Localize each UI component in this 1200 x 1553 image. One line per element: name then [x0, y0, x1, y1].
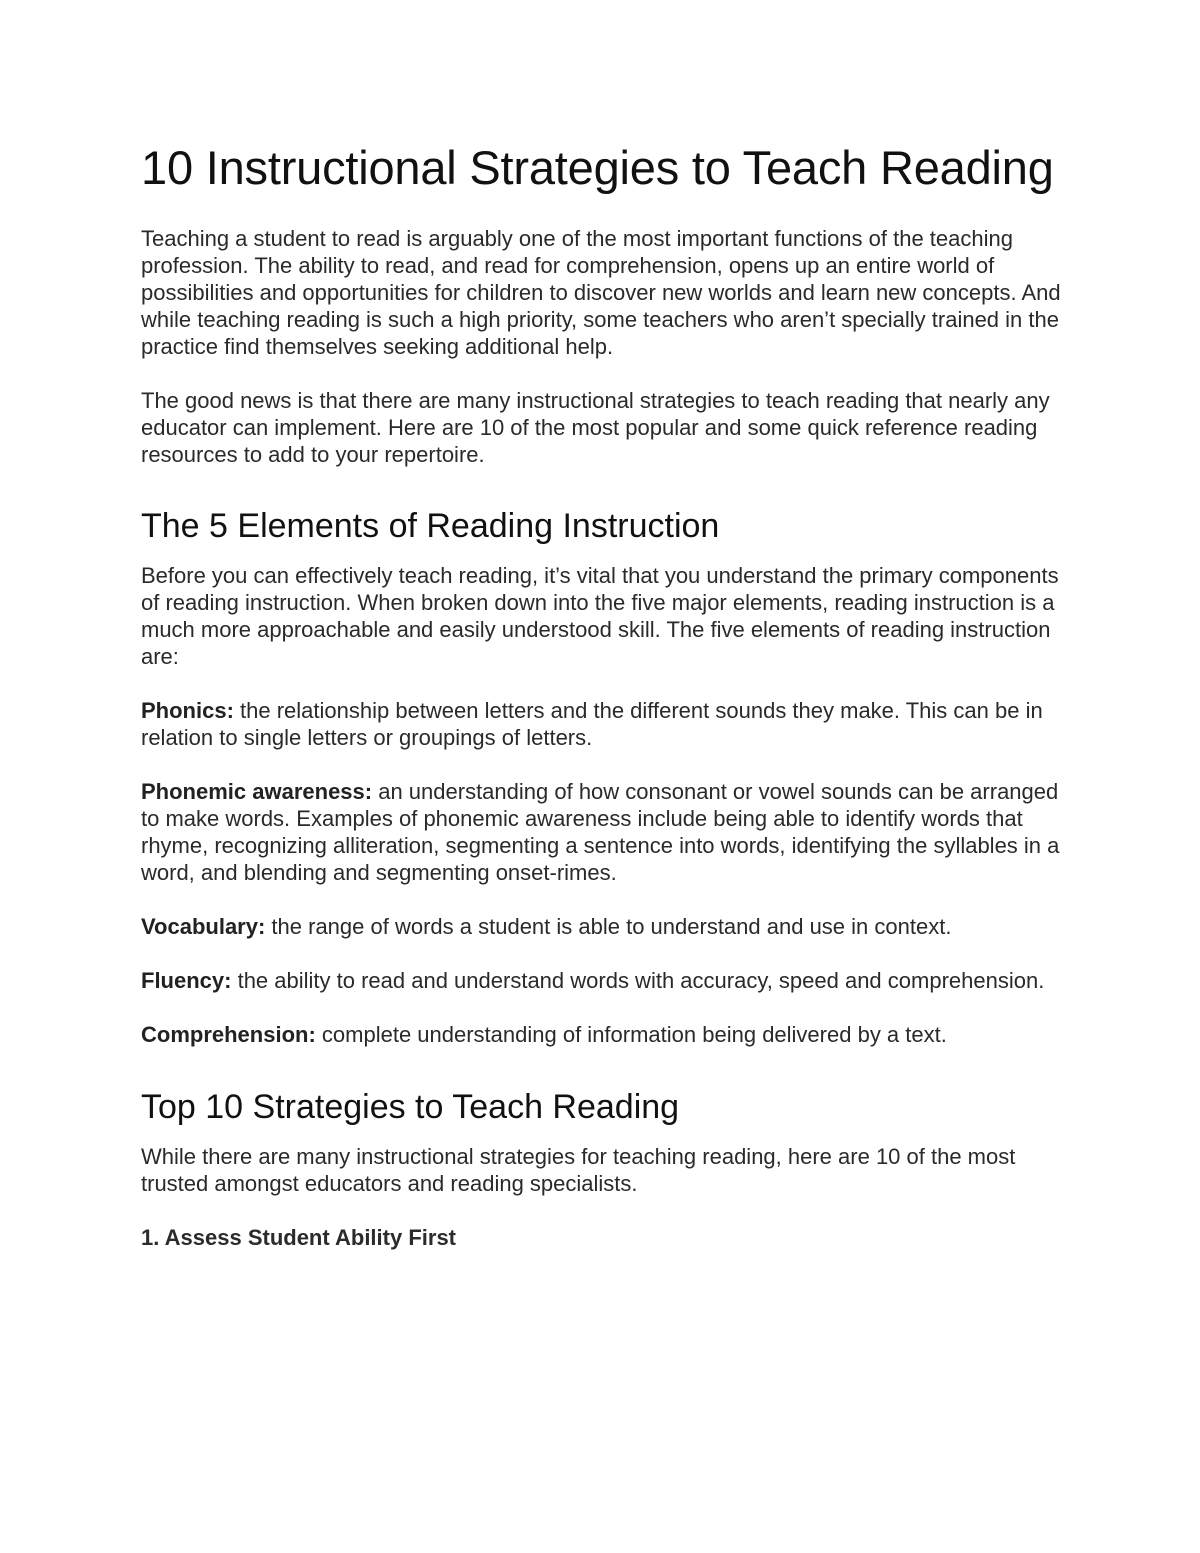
element-item-comprehension	[141, 1021, 1061, 1048]
document-title: 10 Instructional Strategies to Teach Reading	[141, 141, 1054, 194]
element-term: Phonics:	[141, 698, 234, 723]
element-definition: complete understanding of information being delivered by a text.	[315, 1022, 947, 1047]
element-term: Phonemic awareness:	[141, 779, 373, 804]
document-content	[141, 140, 1061, 1251]
element-term: Comprehension:	[141, 1022, 316, 1047]
strategies-intro-paragraph: While there are many instructional strategies for teaching reading, here are 10 of the most trusted amongst educators and reading specialists.	[141, 1144, 1016, 1196]
section-heading-elements: The 5 Elements of Reading Instruction	[141, 507, 720, 545]
element-item-vocabulary	[141, 913, 1061, 940]
section-heading-strategies: Top 10 Strategies to Teach Reading	[141, 1088, 680, 1126]
intro-paragraph-1: Teaching a student to read is arguably one of the most important functions of the teaching profession. The ability to read, and read for comprehension, opens up an entire world of possibilities and opportunities for children to discover new worlds and learn new concepts. And while teaching reading is such a high priority, some teachers who aren’t specially trained in the practice find themselves seeking additional help.	[141, 226, 1061, 359]
strategy-heading-1: 1. Assess Student Ability First	[141, 1225, 457, 1250]
element-item-phonemic-awareness	[141, 778, 1061, 886]
element-definition: the ability to read and understand words with accuracy, speed and comprehension.	[231, 968, 1045, 993]
element-term: Vocabulary:	[141, 914, 266, 939]
intro-paragraph-2: The good news is that there are many instructional strategies to teach reading that nearly any educator can implement. Here are 10 of the most popular and some quick reference reading resources to add to your repertoire.	[141, 388, 1050, 467]
element-item-fluency	[141, 967, 1061, 994]
element-definition: an understanding of how consonant or vowel sounds can be arranged to make words. Examples of phonemic awareness include being able to identify words that rhyme, recognizing alliteration, segmenting a sentence into words, identifying the syllables in a word, and blending and segmenting onset-rimes.	[141, 779, 1060, 885]
elements-intro-paragraph: Before you can effectively teach reading, it’s vital that you understand the primary components of reading instruction. When broken down into the five major elements, reading instruction is a much more approachable and easily understood skill. The five elements of reading instruction are:	[141, 563, 1059, 669]
element-definition: the relationship between letters and the different sounds they make. This can be in relation to single letters or groupings of letters.	[141, 698, 1043, 750]
element-term: Fluency:	[141, 968, 232, 993]
element-item-phonics	[141, 697, 1061, 751]
element-definition: the range of words a student is able to understand and use in context.	[265, 914, 952, 939]
